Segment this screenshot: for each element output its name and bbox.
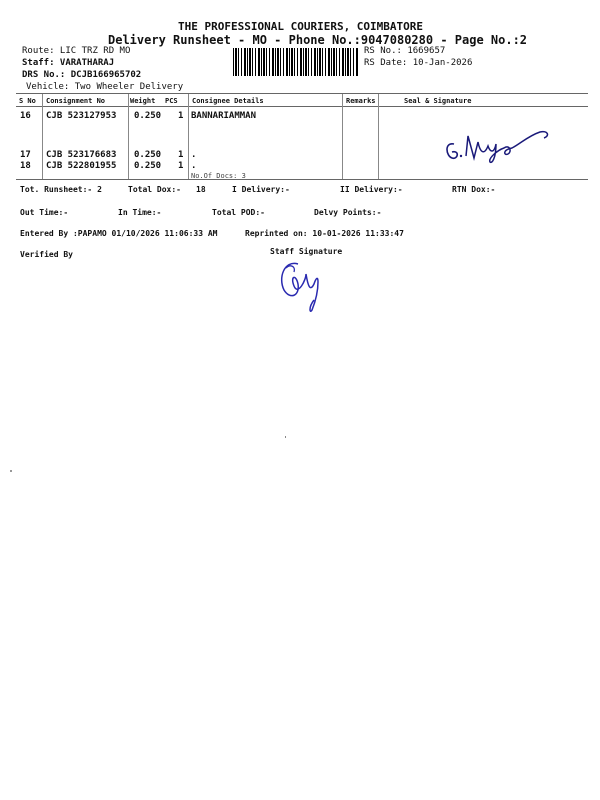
header-consignment: Consignment No <box>46 97 106 105</box>
out-time: Out Time:- <box>20 208 69 217</box>
vehicle-text: Vehicle: Two Wheeler Delivery <box>26 82 184 92</box>
header-seal-signature: Seal & Signature <box>404 97 472 105</box>
reprinted-on: Reprinted on: 10-01-2026 11:33:47 <box>245 229 404 238</box>
row-consignee: . <box>191 161 197 171</box>
row-sno: 16 <box>20 111 31 121</box>
row-weight: 0.250 <box>134 150 162 160</box>
row-consignee: BANNARIAMMAN <box>191 111 257 121</box>
handwritten-signature <box>440 122 555 168</box>
total-pod: Total POD:- <box>212 208 265 217</box>
row-consignment-no: CJB 523127953 <box>46 111 117 121</box>
barcode-image <box>233 48 359 76</box>
staff-signature-label: Staff Signature <box>270 247 343 256</box>
row-sno: 18 <box>20 161 31 171</box>
drs-number: DRS No.: DCJB166965702 <box>22 70 142 80</box>
total-dox-label: Total Dox:- <box>128 185 181 194</box>
header-sno: S No <box>19 97 36 105</box>
rs-date: RS Date: 10-Jan-2026 <box>364 58 473 68</box>
row-pcs: 1 <box>178 111 184 121</box>
tot-runsheet: Tot. Runsheet:- 2 <box>20 185 102 194</box>
row-consignment-no: CJB 522801955 <box>46 161 117 171</box>
ii-delivery: II Delivery:- <box>340 185 403 194</box>
row-sno: 17 <box>20 150 31 160</box>
table-divider <box>128 94 129 179</box>
header-weight: Weight <box>130 97 156 105</box>
rtn-dox: RTN Dox:- <box>452 185 496 194</box>
rs-number: RS No.: 1669657 <box>364 46 446 56</box>
delvy-points: Delvy Points:- <box>314 208 382 217</box>
table-header-rule <box>16 106 588 107</box>
table-divider <box>188 94 189 179</box>
row-weight: 0.250 <box>134 161 162 171</box>
row-weight: 0.250 <box>134 111 162 121</box>
staff-handwritten-signature <box>272 256 334 318</box>
scan-speck <box>10 470 12 472</box>
table-divider <box>378 94 379 179</box>
staff-text: Staff: VARATHARAJ <box>22 58 115 68</box>
i-delivery: I Delivery:- <box>232 185 290 194</box>
table-top-rule <box>16 93 588 94</box>
table-divider <box>42 94 43 179</box>
table-divider <box>342 94 343 179</box>
row-pcs: 1 <box>178 150 184 160</box>
runsheet-subtitle: Delivery Runsheet - MO - Phone No.:9047080280 - Page No.:2 <box>108 33 528 47</box>
no-of-docs: No.Of Docs: 3 <box>191 172 246 180</box>
route-text: Route: LIC TRZ RD MO <box>22 46 131 56</box>
verified-by: Verified By <box>20 250 73 259</box>
table-bottom-rule <box>16 179 588 180</box>
company-name: THE PROFESSIONAL COURIERS, COIMBATORE <box>178 20 424 33</box>
in-time: In Time:- <box>118 208 162 217</box>
row-consignee: . <box>191 150 197 160</box>
total-dox-value: 18 <box>196 185 206 194</box>
row-consignment-no: CJB 523176683 <box>46 150 117 160</box>
scan-speck <box>285 436 286 438</box>
header-remarks: Remarks <box>346 97 376 105</box>
header-consignee: Consignee Details <box>192 97 264 105</box>
row-pcs: 1 <box>178 161 184 171</box>
entered-by: Entered By :PAPAMO 01/10/2026 11:06:33 AM <box>20 229 218 238</box>
header-pcs: PCS <box>165 97 178 105</box>
